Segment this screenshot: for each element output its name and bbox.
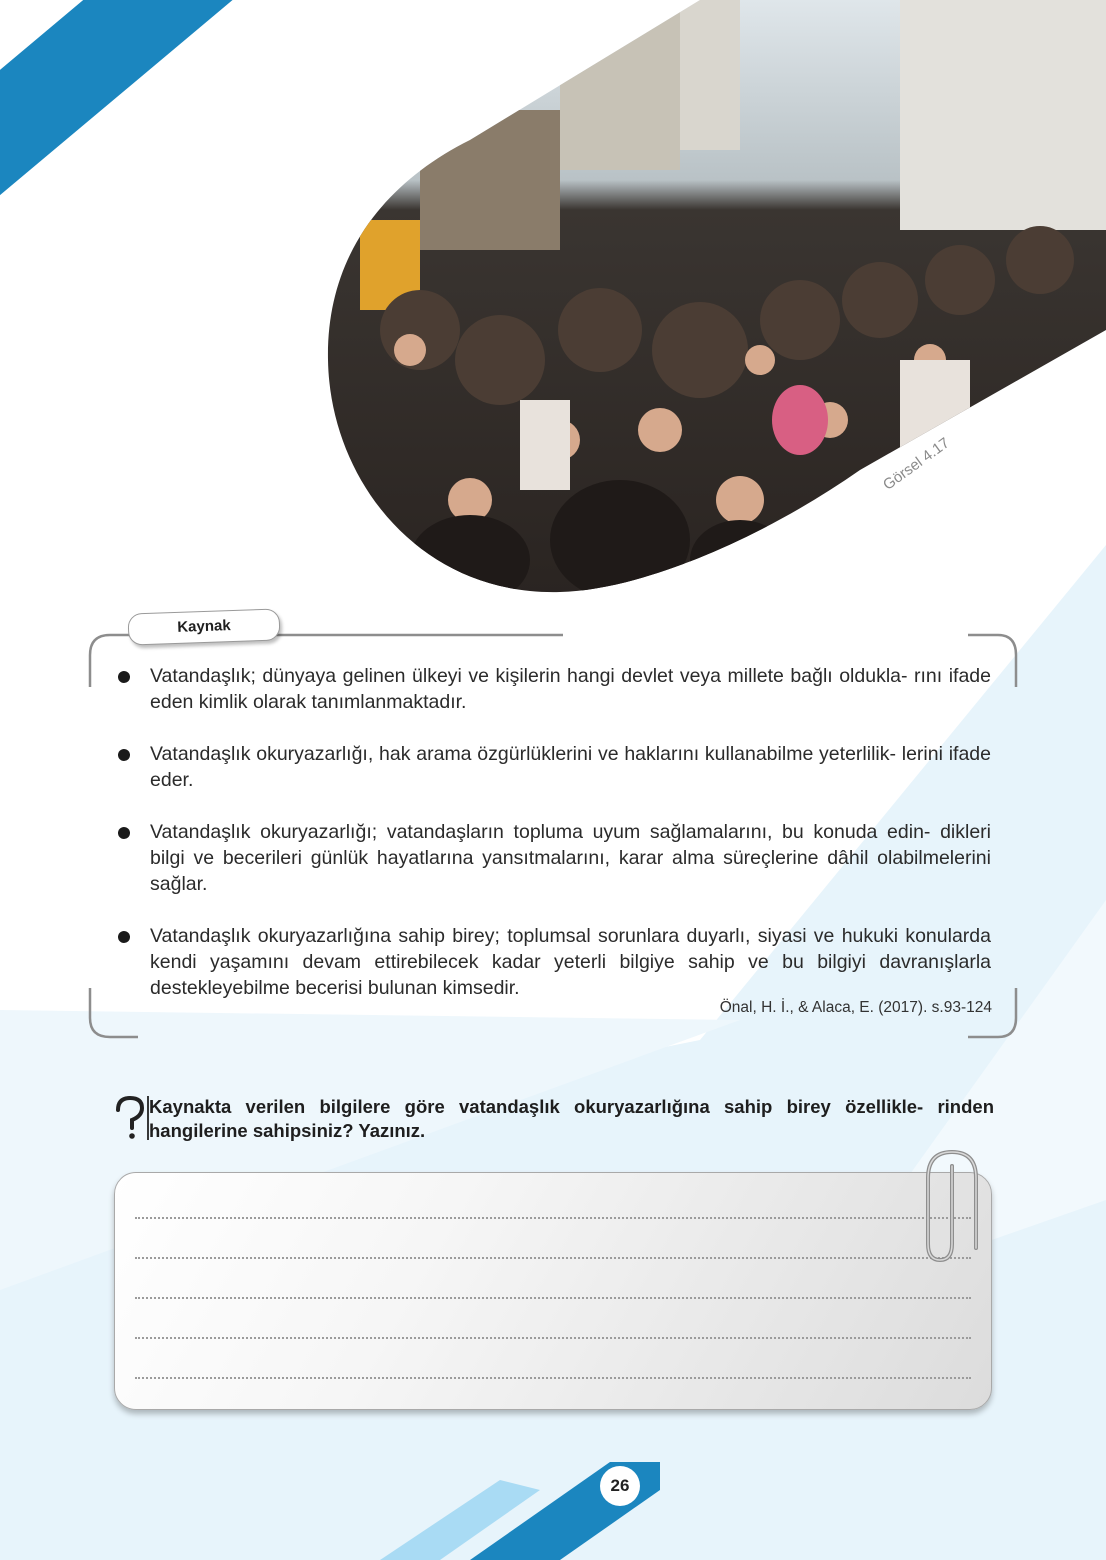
bullet-icon — [118, 749, 130, 761]
bullet-text: Vatandaşlık okuryazarlığı, hak arama özgürlüklerini ve haklarını kullanabilme yeterlilik- lerini ifade eder. — [150, 743, 991, 791]
bullet-text: Vatandaşlık; dünyaya gelinen ülkeyi ve kişilerin hangi devlet veya millete bağlı oldukla- rını ifade eden kimlik olarak tanımlanmaktadır. — [150, 665, 991, 713]
bullet-icon — [118, 827, 130, 839]
bullet-icon — [118, 931, 130, 943]
bullet-text: Vatandaşlık okuryazarlığı; vatandaşların topluma uyum sağlamalarını, bu konuda edin- dikleri bilgi ve becerileri günlük hayatlarına yansıtmalarını, karar alma süreçlerine dâhil olabilmelerini sağlar. — [150, 821, 991, 895]
answer-line[interactable] — [135, 1297, 971, 1299]
question-mark-icon — [112, 1092, 152, 1142]
list-item — [116, 663, 991, 715]
question-text: Kaynakta verilen bilgilere göre vatandaşlık okuryazarlığına sahip birey özellikle- rinden hangilerine sahipsiniz? Yazınız. — [149, 1096, 994, 1141]
source-tab: Kaynak — [127, 608, 280, 645]
list-item — [116, 741, 991, 793]
source-bullet-list — [116, 663, 991, 1027]
answer-area[interactable] — [114, 1172, 992, 1410]
list-item — [116, 819, 991, 897]
answer-line[interactable] — [135, 1217, 971, 1219]
section-label: ÖĞRENELİM — [180, 74, 282, 164]
bullet-text: Vatandaşlık okuryazarlığına sahip birey; toplumsal sorunlara duyarlı, siyasi ve hukuki konularda kendi yaşamını devam ettirebilecek kadar yeterli bilgiye sahip ve bu bilgiyi davranışlarla destekleyebilme becerisi bulunan kimsedir. — [150, 925, 991, 999]
answer-line[interactable] — [135, 1257, 971, 1259]
citation: Önal, H. İ., & Alaca, E. (2017). s.93-124 — [719, 999, 992, 1016]
paperclip-icon — [922, 1148, 982, 1272]
bullet-icon — [118, 671, 130, 683]
source-box — [88, 617, 1018, 1039]
crowd-photo — [0, 0, 1106, 600]
list-item — [116, 923, 991, 1001]
image-caption: Görsel 4.17 — [880, 434, 953, 494]
answer-line[interactable] — [135, 1377, 971, 1379]
answer-line[interactable] — [135, 1337, 971, 1339]
book-icon — [86, 208, 146, 260]
page-number: 26 — [600, 1466, 640, 1506]
